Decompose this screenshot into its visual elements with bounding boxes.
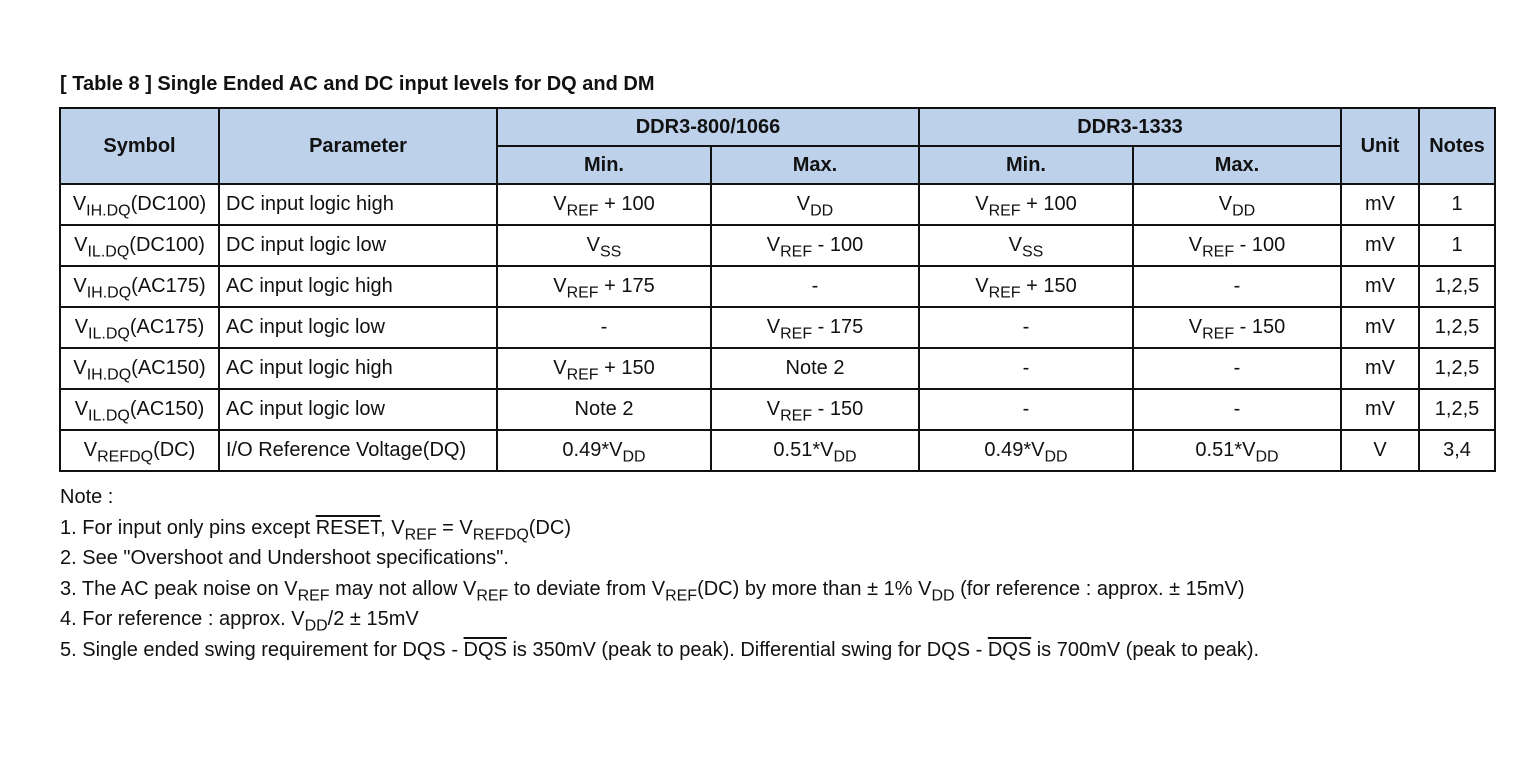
ddr3-1333-min-cell: $V_{REF} + 150$: [919, 266, 1133, 307]
header-min: Min.: [497, 146, 711, 184]
header-unit: Unit: [1341, 108, 1419, 184]
parameter-cell: AC input logic low: [219, 389, 497, 430]
ddr3-800-1066-max-cell: $V_{REF} - 175$: [711, 307, 919, 348]
dqs-overline: $\overline{DQS}$: [987, 638, 1032, 661]
dqs-overline: $\overline{DQS}$: [463, 638, 507, 661]
unit-cell: mV: [1341, 184, 1419, 225]
symbol-cell: $V_{IH.DQ}(AC150)$: [60, 348, 219, 389]
ddr3-800-1066-min-cell: $0.49*V_{DD}$: [497, 430, 711, 471]
table-row: [60, 348, 1495, 389]
ddr3-1333-min-cell: -: [919, 348, 1133, 389]
table-row: [60, 266, 1495, 307]
table-row: [60, 225, 1495, 266]
parameter-cell: AC input logic high: [219, 348, 497, 389]
header-min: Min.: [919, 146, 1133, 184]
parameter-cell: I/O Reference Voltage(DQ): [219, 430, 497, 471]
symbol-cell: $V_{IL.DQ}(AC150)$: [60, 389, 219, 430]
header-group-ddr3-1333: DDR3-1333: [919, 108, 1341, 146]
note-2: 2. See "Overshoot and Undershoot specifications".: [60, 547, 509, 569]
notes-cell: 1,2,5: [1419, 266, 1495, 307]
notes-cell: 1: [1419, 225, 1495, 266]
header-parameter: Parameter: [219, 108, 497, 184]
symbol-cell: $V_{REFDQ}(DC)$: [60, 430, 219, 471]
table-row: [60, 430, 1495, 471]
parameter-cell: AC input logic high: [219, 266, 497, 307]
unit-cell: mV: [1341, 225, 1419, 266]
ddr3-800-1066-min-cell: Note 2: [497, 389, 711, 430]
header-max: Max.: [1133, 146, 1341, 184]
ddr3-800-1066-max-cell: Note 2: [711, 348, 919, 389]
unit-cell: mV: [1341, 348, 1419, 389]
unit-cell: mV: [1341, 307, 1419, 348]
ddr3-1333-min-cell: -: [919, 307, 1133, 348]
reset-overline: RESET: [315, 516, 381, 539]
table-row: [60, 184, 1495, 225]
ddr3-1333-max-cell: $V_{DD}$: [1133, 184, 1341, 225]
header-row-1: [60, 108, 1495, 146]
ddr3-800-1066-min-cell: $V_{SS}$: [497, 225, 711, 266]
header-group-ddr3-800-1066: DDR3-800/1066: [497, 108, 919, 146]
ddr3-800-1066-min-cell: $V_{REF} + 175$: [497, 266, 711, 307]
parameter-cell: DC input logic low: [219, 225, 497, 266]
symbol-cell: $V_{IH.DQ}(DC100)$: [60, 184, 219, 225]
ddr3-800-1066-min-cell: $V_{REF} + 150$: [497, 348, 711, 389]
note-3: 3. The AC peak noise on $V_{REF}$ may not allow $V_{REF}$ to deviate from $V_{REF}(DC)$ by more than ± 1% $V_{DD}$ (for reference : approx. ± 15mV): [60, 577, 1245, 605]
ddr3-800-1066-max-cell: $V_{REF} - 100$: [711, 225, 919, 266]
notes-heading: Note :: [60, 486, 114, 508]
notes-cell: 1: [1419, 184, 1495, 225]
ddr3-800-1066-max-cell: $V_{REF} - 150$: [711, 389, 919, 430]
ddr3-1333-min-cell: -: [919, 389, 1133, 430]
notes-cell: 1,2,5: [1419, 307, 1495, 348]
ddr3-1333-max-cell: $0.51*V_{DD}$: [1133, 430, 1341, 471]
notes-section: [60, 482, 1259, 665]
table-row: [60, 389, 1495, 430]
ddr3-1333-max-cell: -: [1133, 389, 1341, 430]
ddr3-800-1066-max-cell: $0.51*V_{DD}$: [711, 430, 919, 471]
ddr3-800-1066-max-cell: $V_{DD}$: [711, 184, 919, 225]
parameter-cell: AC input logic low: [219, 307, 497, 348]
ddr3-1333-max-cell: $V_{REF} - 100$: [1133, 225, 1341, 266]
ddr3-1333-min-cell: $V_{REF} + 100$: [919, 184, 1133, 225]
notes-cell: 1,2,5: [1419, 389, 1495, 430]
unit-cell: mV: [1341, 266, 1419, 307]
ddr3-800-1066-min-cell: -: [497, 307, 711, 348]
unit-cell: V: [1341, 430, 1419, 471]
note-4: 4. For reference : approx. $V_{DD}/2 \pm 15mV$: [60, 608, 419, 635]
notes-cell: 1,2,5: [1419, 348, 1495, 389]
note-5: 5. Single ended swing requirement for DQS - $\overline{DQS}$ is 350mV (peak to peak). Differential swing for DQS - $\overline{DQS}$ is 700mV (peak to peak).: [60, 638, 1260, 661]
header-max: Max.: [711, 146, 919, 184]
table-title: [ Table 8 ] Single Ended AC and DC input levels for DQ and DM: [60, 73, 655, 95]
ddr3-1333-max-cell: -: [1133, 348, 1341, 389]
unit-cell: mV: [1341, 389, 1419, 430]
note-1: 1. For input only pins except RESET, $V_{REF} = V_{REFDQ}(DC)$: [60, 516, 571, 544]
ddr3-1333-min-cell: $0.49*V_{DD}$: [919, 430, 1133, 471]
spec-table: [59, 107, 1496, 472]
ddr3-800-1066-max-cell: -: [711, 266, 919, 307]
table-row: [60, 307, 1495, 348]
ddr3-800-1066-min-cell: $V_{REF} + 100$: [497, 184, 711, 225]
symbol-cell: $V_{IH.DQ}(AC175)$: [60, 266, 219, 307]
header-notes: Notes: [1419, 108, 1495, 184]
ddr3-1333-min-cell: $V_{SS}$: [919, 225, 1133, 266]
notes-cell: 3,4: [1419, 430, 1495, 471]
ddr3-1333-max-cell: -: [1133, 266, 1341, 307]
ddr3-1333-max-cell: $V_{REF} - 150$: [1133, 307, 1341, 348]
parameter-cell: DC input logic high: [219, 184, 497, 225]
header-symbol: Symbol: [60, 108, 219, 184]
symbol-cell: $V_{IL.DQ}(DC100)$: [60, 225, 219, 266]
symbol-cell: $V_{IL.DQ}(AC175)$: [60, 307, 219, 348]
